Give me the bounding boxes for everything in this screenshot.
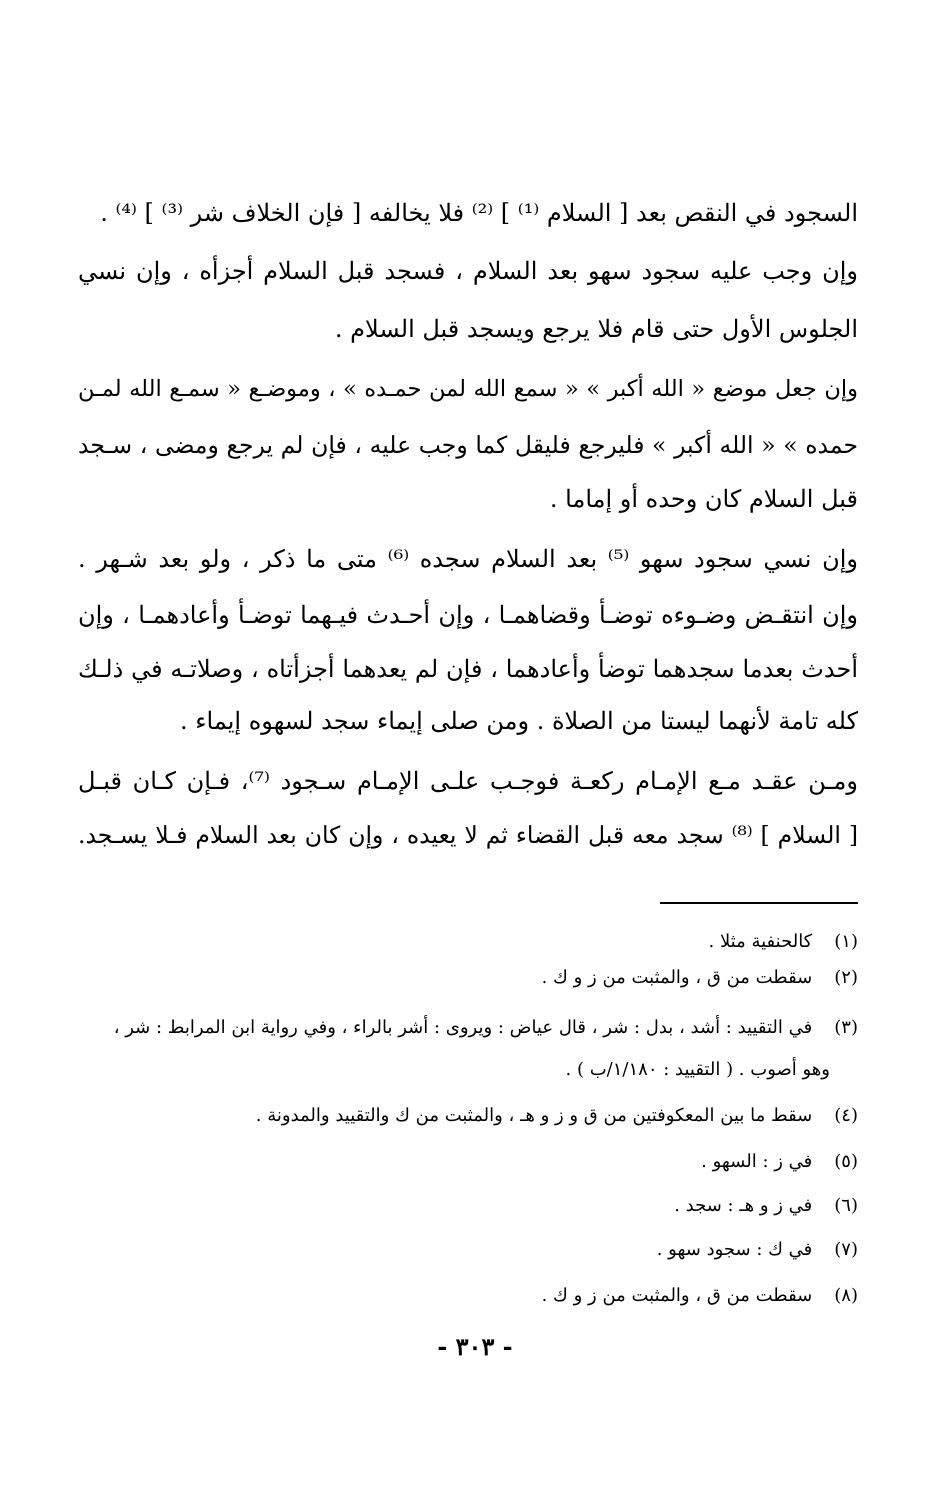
footnote-text: في ز و هـ : سجد .	[674, 1195, 813, 1216]
footnote-text: في ز : السهو .	[701, 1151, 813, 1172]
footnote-number: (٣)	[834, 1017, 858, 1038]
footnote-7	[78, 1236, 858, 1264]
footnote-1	[78, 928, 858, 956]
footnote-3	[78, 1014, 858, 1042]
footnote-text: سقط ما بين المعكوفتين من ق و ز و هـ ، والمثبت من ك والتقييد والمدونة .	[255, 1105, 813, 1126]
body-line: ومـن عقـد مـع الإمـام ركعـة فوجـب علـى الإمـام سـجود ⁽⁷⁾، فـإن كـان قبـل	[78, 767, 858, 795]
footnote-number: (٦)	[834, 1195, 858, 1216]
footnote-number: (٨)	[834, 1285, 858, 1306]
footnote-text: كالحنفية مثلا .	[708, 931, 813, 952]
page-number: - ٣٠٣ -	[437, 1332, 513, 1361]
footnote-text: سقطت من ق ، والمثبت من ز و ك .	[541, 1285, 813, 1306]
footnote-6	[78, 1192, 858, 1220]
body-line: حمده » « الله أكبر » فليرجع فليقل كما وجب عليه ، فإن لم يرجع ومضى ، سـجد	[78, 431, 858, 459]
footnote-4	[78, 1102, 858, 1130]
footnote-text: في التقييد : أشد ، بدل : شر ، قال عياض : ويروى : أشر بالراء ، وفي رواية ابن المرابط : شر ،	[113, 1017, 813, 1038]
footnote-2	[78, 964, 858, 992]
footnote-number: (٧)	[834, 1239, 858, 1260]
body-line: وإن جعل موضع « الله أكبر » « سمع الله لمن حمـده » ، وموضـع « سمـع الله لمـن	[78, 376, 858, 402]
footnote-8	[78, 1282, 858, 1310]
body-line: الجلوس الأول حتى قام فلا يرجع ويسجد قبل السلام .	[334, 315, 858, 343]
footnote-number: (١)	[834, 931, 858, 952]
footnote-separator	[660, 902, 858, 904]
footnote-number: (٥)	[834, 1151, 858, 1172]
body-line: وإن وجب عليه سجود سهو بعد السلام ، فسجد قبل السلام أجزأه ، وإن نسي	[78, 257, 858, 285]
footnote-3-continuation: وهو أصوب . ( التقييد : ١/١٨٠/ب ) .	[565, 1059, 830, 1080]
body-line: وإن انتقـض وضـوءه توضـأ وقضاهمـا ، وإن أحـدث فيـهما توضـأ وأعادهمـا ، وإن	[78, 601, 858, 629]
footnote-text: في ك : سجود سهو .	[656, 1239, 813, 1260]
body-line: وإن نسي سجود سهو ⁽⁵⁾ بعد السلام سجده ⁽⁶⁾ متى ما ذكر ، ولو بعد شـهر .	[78, 545, 858, 573]
body-line: كله تامة لأنهما ليستا من الصلاة . ومن صلى إيماء سجد لسهوه إيماء .	[180, 707, 858, 735]
body-line: [ السلام ] ⁽⁸⁾ سجد معه قبل القضاء ثم لا يعيده ، وإن كان بعد السلام فـلا يسـجد.	[78, 821, 858, 849]
body-line: أحدث بعدما سجدهما توضأ وأعادهما ، فإن لم يعدهما أجزأتاه ، وصلاتـه في ذلـك	[78, 655, 858, 683]
footnote-number: (٤)	[834, 1105, 858, 1126]
body-line: السجود في النقص بعد [ السلام ⁽¹⁾ ] ⁽²⁾ فلا يخالفه [ فإن الخلاف شر ⁽³⁾ ] ⁽⁴⁾ .	[100, 199, 858, 227]
footnote-5	[78, 1148, 858, 1176]
body-line: قبل السلام كان وحده أو إماما .	[549, 485, 858, 513]
footnote-text: سقطت من ق ، والمثبت من ز و ك .	[541, 967, 813, 988]
footnote-number: (٢)	[834, 967, 858, 988]
